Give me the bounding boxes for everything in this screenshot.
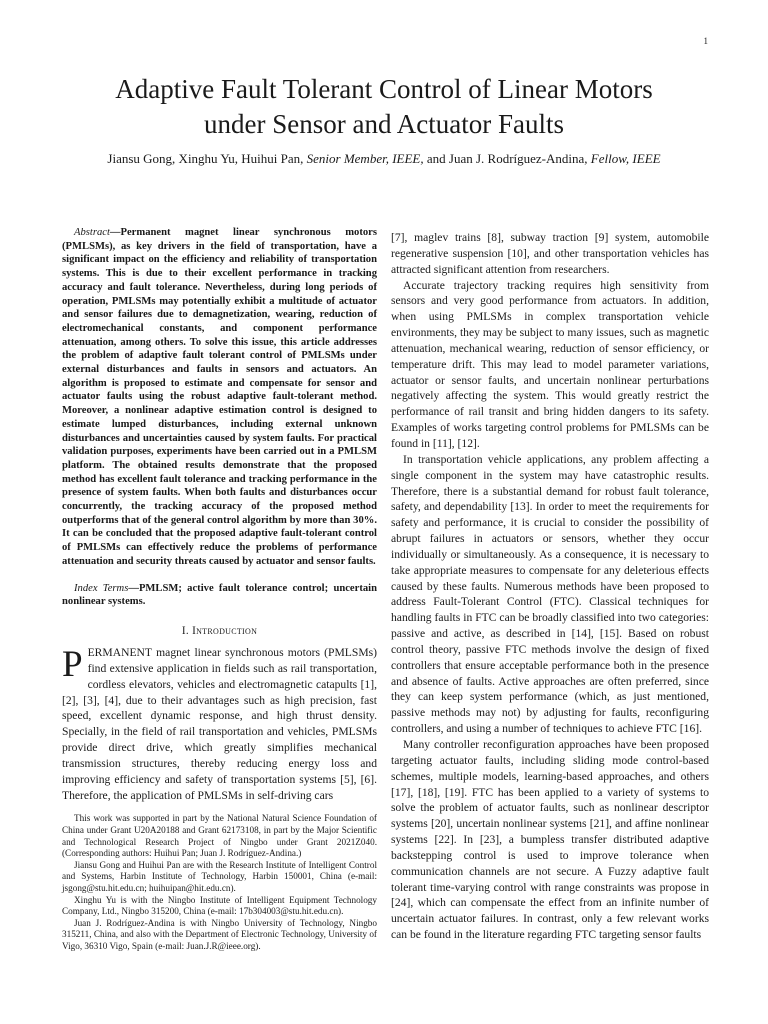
footnote-affiliation-1: Jiansu Gong and Huihui Pan are with the Research Institute of Intelligent Control and Systems, Harbin Institute of Technology, Harbin 150001, China (e-mail: jsgong@stu.hit.edu.cn; huihuipan@hit.edu.cn). [62,859,377,893]
index-terms-dash: — [128,582,139,594]
abstract-dash: — [109,227,121,238]
drop-cap: P [62,643,83,685]
index-terms-text: PMLSM; active fault tolerance control; uncertain nonlinear systems. [62,582,377,608]
intro-paragraph [62,645,377,803]
footnote-affiliation-3: Juan J. Rodríguez-Andina is with Ningbo University of Technology, Ningbo 315211, China, and also with the Department of Electronic Technology, University of Vigo, 36310 Vigo, Spain (e-mail: Juan.J.R@ieee.org). [62,917,377,951]
index-terms-label: Index Terms [74,582,129,594]
left-column [62,226,377,953]
body-paragraph: Accurate trajectory tracking requires high sensitivity from sensors and very good performance from actuators. In addition, when using PMLSMs in complex transportation vehicle environments, they may be subject to many issues, such as magnetic attenuation, mechanical wearing, reduction of sensor efficiency, or temperature drift. This may lead to model parameter variations, actuator or sensor faults, and uncertain nonlinear perturbations negatively affecting the system. This would greatly restrict the performance of rail transit and bring hidden dangers to its safety. Examples of works targeting control problems for PMLSMs can be found in [11], [12]. [391,278,709,450]
section-title-text: Introduction [192,624,258,637]
author-names: Jiansu Gong, Xinghu Yu, Huihui Pan, [107,151,304,166]
section-number: I. [181,624,189,637]
footnote-funding: This work was supported in part by the National Natural Science Foundation of China under Grant U20A20188 and Grant 62173108, in part by the Major Scientific and Technological Research Project of Ningbo under Grant 2021Z040. (Corresponding authors: Huihui Pan; Juan J. Rodríguez-Andina.) [62,813,377,859]
footnote-affiliation-2: Xinghu Yu is with the Ningbo Institute of Intelligent Equipment Technology Company, Ltd., Ningbo 315200, China (e-mail: 17b304003@stu.hit.edu.cn). [62,894,377,917]
author-andina-title: Fellow, IEEE [590,151,661,166]
body-paragraph: [7], maglev trains [8], subway traction [9] system, automobile regenerative suspension [10], and other transportation vehicles has attracted significant attention from researchers. [391,231,709,276]
section-heading [62,625,377,637]
author-list [40,150,728,168]
intro-caps: ERMANENT [87,645,152,659]
body-paragraph: Many controller reconfiguration approaches have been proposed targeting actuator faults, including sliding mode control-based schemes, multiple models, learning-based approaches, and others [17], [18], [19]. FTC has been applied to a variety of systems to solve the problem of actuator faults, such as nonlinear descriptor systems [20], uncertain nonlinear systems [21], and affine nonlinear systems [22]. In [23], a bumpless transfer distributed adaptive backstepping control is used to improve tolerance when communication channels are not secure. A Fuzzy adaptive fault tolerant time-varying control with range constraints was propose in [24], which can compensate the effect from an infinite number of uncertain actuator failures. In contrast, only a few relevant works can be found in the literature regarding FTC targeting sensor faults [391,738,709,942]
intro-text: magnet linear synchronous motors (PMLSMs) find extensive application in fields such as rail transportation, cordless elevators, vehicles and electromagnetic catapults [1], [2], [3], [4], due to their advantages such as high precision, fast speed, excellent dynamic response, and high thrust density. Specially, in the field of rail transportation and vehicles, PMLSMs provide direct drive, which greatly simplifies mechanical transmission structures, thereby reducing energy loss and improving efficiency and safety of transportation systems [5], [6]. Therefore, the application of PMLSMs in self-driving cars [62,645,377,802]
body-paragraph: In transportation vehicle applications, any problem affecting a single component in the system may have catastrophic results. Therefore, there is a substantial demand for robust fault tolerance, safety, and dependability [13]. In order to meet the requirements for safety and performance, it is crucial to consider the possibility of abrupt failures in actuators or sensors, whether they occur individually or simultaneously. As a consequence, it is necessary to take appropriate measures to compensate for any deleterious effects caused by these faults. Numerous methods have been proposed to address Fault-Tolerant Control (FTC). Classical techniques for handling faults in FTC can be broadly classified into two categories: passive and active, as described in [14], [15]. Based on robust control theory, passive FTC methods involve the design of fixed controllers that ensure acceptable performance both in the presence and absence of faults. Active approaches are often preferred, since they can keep system performance (which, as just mentioned, passive methods may not) by adjusting for faults, reconfiguring controllers, and using a number of techniques to achieve FTC [16]. [391,452,709,736]
title-line-1: Adaptive Fault Tolerant Control of Linear Motors [115,74,653,104]
paper-title [40,72,728,142]
footnotes [62,813,377,952]
author-andina: and Juan J. Rodríguez-Andina, [426,151,588,166]
page-number: 1 [703,36,708,46]
title-line-2: under Sensor and Actuator Faults [204,109,564,139]
abstract-label: Abstract [74,227,110,238]
abstract-text: Permanent magnet linear synchronous motors (PMLSMs), as key drivers in the field of transportation, have a significant impact on the efficiency and reliability of transportation systems. This is due to their excellent performance in tracking accuracy and fault tolerance. Nevertheless, during long periods of operation, PMLSMs may potentially exhibit a multitude of actuator and sensor failures due to demagnetization, wearing, reduction of electromechanical constants, and component performance attenuation, among others. To solve this issue, this article addresses the problem of adaptive fault tolerant control of PMLSMs under external disturbances and faults in sensors and actuators. An algorithm is proposed to estimate and compensate for sensor and actuator faults using the robust adaptive fault-tolerant method. Moreover, a nonlinear adaptive estimation control is designed to estimate lumped disturbances, including external unknown disturbances and uncertainties caused by system faults. For practical validation purposes, experiments have been carried out in a PMLSM platform. The obtained results demonstrate that the proposed method has excellent fault tolerance and tracking performance in the presence of system faults. When both faults and disturbances occur concurrently, the tracking accuracy of the proposed method outperforms that of the general control algorithm by more than 30%. It can be concluded that the proposed adaptive fault-tolerant control of PMLSMs can effectively reduce the problems of performance attenuation and security threats caused by actuator and sensor faults. [62,227,377,567]
right-column [391,230,709,943]
author-pan-title: Senior Member, IEEE, [306,151,424,166]
abstract [62,226,377,569]
index-terms [62,582,377,609]
